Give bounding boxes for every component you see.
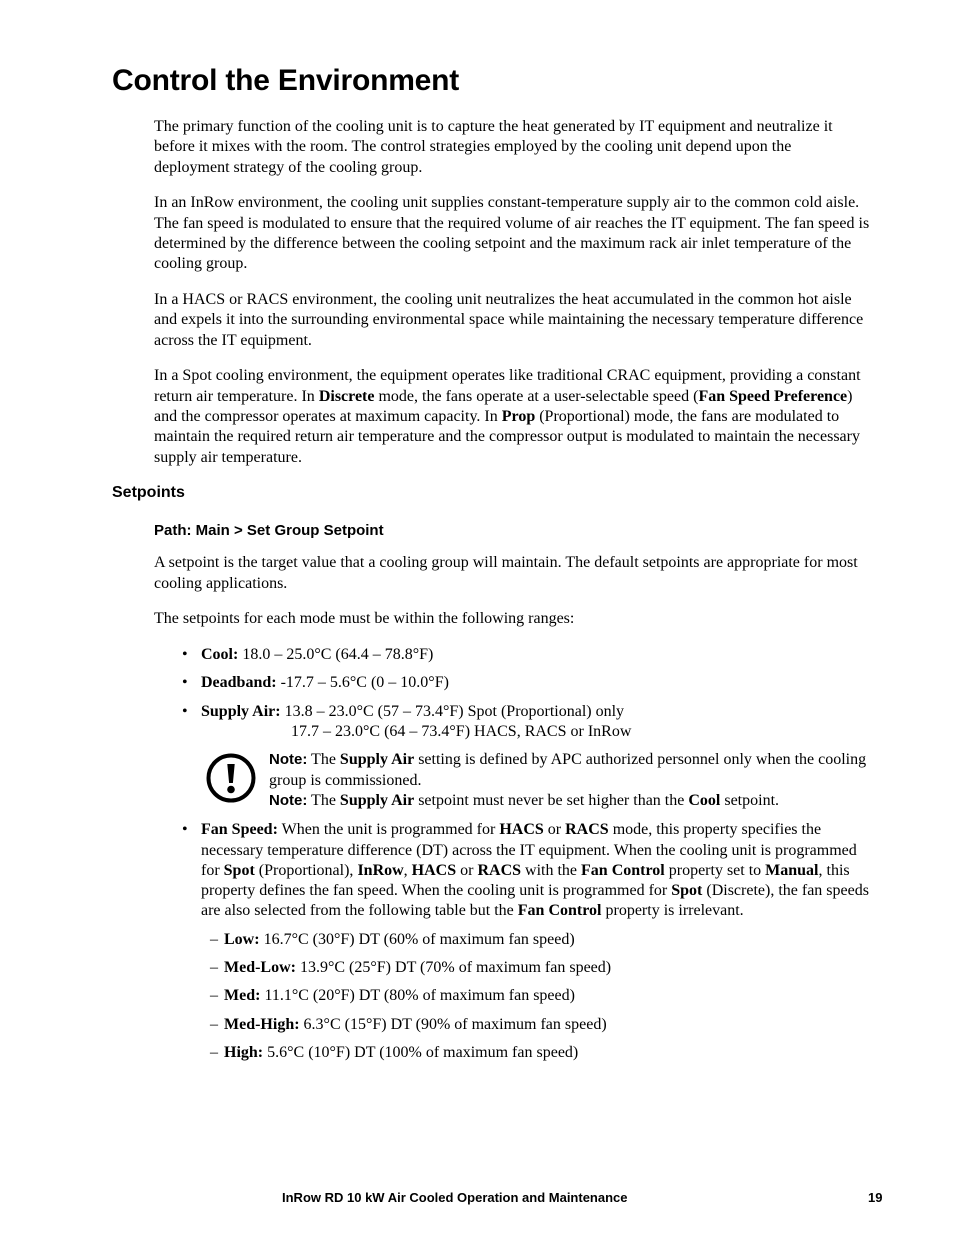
paragraph-3: In a HACS or RACS environment, the cooling unit neutralizes the heat accumulated in the common hot aisle and expels it into the surrounding environmental space while maintaining the necessary temperature difference across the IT equipment. bbox=[154, 291, 864, 349]
list-item-deadband: • Deadband: -17.7 – 5.6°C (0 – 10.0°F) bbox=[154, 673, 870, 693]
bullet: • bbox=[182, 646, 188, 664]
setpoints-intro: A setpoint is the target value that a cooling group will maintain. The default setpoints are appropriate for most cooling applications. bbox=[154, 554, 858, 592]
ranges-intro: The setpoints for each mode must be within the following ranges: bbox=[154, 610, 575, 628]
bullet: • bbox=[182, 702, 188, 720]
note-1: Note: The Supply Air setting is defined by APC authorized personnel only when the cooling group is commissioned. bbox=[269, 751, 867, 789]
footer-document-title: InRow RD 10 kW Air Cooled Operation and Maintenance bbox=[282, 1190, 628, 1205]
menu-path: Path: Main > Set Group Setpoint bbox=[154, 522, 384, 539]
section-heading-setpoints: Setpoints bbox=[112, 484, 185, 501]
list-item-fan-level: – High: 5.6°C (10°F) DT (100% of maximum fan speed) bbox=[210, 1043, 579, 1061]
list-item-fan-level: – Med-High: 6.3°C (15°F) DT (90% of maximum fan speed) bbox=[210, 1015, 607, 1033]
supply-air-range-2: 17.7 – 23.0°C (64 – 73.4°F) HACS, RACS or InRow bbox=[291, 723, 632, 741]
list-item-cool: • Cool: 18.0 – 25.0°C (64.4 – 78.8°F) bbox=[154, 645, 870, 665]
bullet: • bbox=[182, 674, 188, 692]
paragraph-1: The primary function of the cooling unit is to capture the heat generated by IT equipment and neutralize it before it mixes with the room. The control strategies employed by the cooling unit depend upon the deployment strategy of the cooling group. bbox=[154, 118, 833, 176]
list-item-fan-speed: • Fan Speed: When the unit is programmed for HACS or RACS mode, this property specifies the necessary temperature difference (DT) across the IT equipment. When the cooling unit is programmed for Spot (Proportional), InRow, HACS or RACS with the Fan Control property set to Manual, this property defines the fan speed. When the cooling unit is programmed for Spot (Discrete), the fan speeds are also selected from the following table but the Fan Control property is irrelevant. – Low: 16.7°C (30°F) DT (60% of maximum fan speed) – Med-Low: 13.9°C (25°F) DT (70% of maximum fan speed) – Med: 11.1°C (20°F) DT (80% of maximum fan speed) – Med-High: 6.3°C (15°F) DT (90% of maximum fan speed) – High: 5.6°C (10°F) DT (100% of maximum fan speed) bbox=[154, 820, 870, 1063]
paragraph-2: In an InRow environment, the cooling unit supplies constant-temperature supply air to the common cold aisle. The fan speed is modulated to ensure that the required volume of air reaches the IT equipment. The fan speed is determined by the difference between the cooling setpoint and the maximum rack air inlet temperature of the cooling group. bbox=[154, 194, 870, 273]
bullet: • bbox=[182, 821, 188, 839]
paragraph-4: In a Spot cooling environment, the equipment operates like traditional CRAC equipment, providing a constant return air temperature. In Discrete mode, the fans operate at a user-selectable speed (Fan Speed Preference) and the compressor operates at maximum capacity. In Prop (Proportional) mode, the fans are modulated to maintain the required return air temperature and the compressor output is modulated to maintain the necessary supply air temperature. bbox=[154, 367, 861, 466]
note-2: Note: The Supply Air setpoint must never be set higher than the Cool setpoint. bbox=[269, 791, 780, 809]
fan-speed-list bbox=[154, 820, 870, 1063]
setpoint-ranges-list bbox=[154, 645, 870, 742]
page-title: Control the Environment bbox=[112, 64, 460, 97]
list-item-fan-level: – Med-Low: 13.9°C (25°F) DT (70% of maximum fan speed) bbox=[210, 959, 612, 977]
setpoints-section bbox=[154, 521, 870, 1071]
list-item-fan-level: – Med: 11.1°C (20°F) DT (80% of maximum fan speed) bbox=[210, 987, 575, 1005]
footer-page-number: 19 bbox=[868, 1190, 883, 1205]
exclamation-circle-icon bbox=[206, 753, 256, 803]
intro-section bbox=[154, 117, 870, 483]
list-item-supply-air: • Supply Air: 13.8 – 23.0°C (57 – 73.4°F) Spot (Proportional) only 17.7 – 23.0°C (64 – 73.4°F) HACS, RACS or InRow bbox=[154, 702, 870, 743]
list-item-fan-level: – Low: 16.7°C (30°F) DT (60% of maximum fan speed) bbox=[210, 930, 575, 948]
note-box bbox=[154, 750, 870, 811]
fan-levels-list bbox=[201, 930, 870, 1063]
